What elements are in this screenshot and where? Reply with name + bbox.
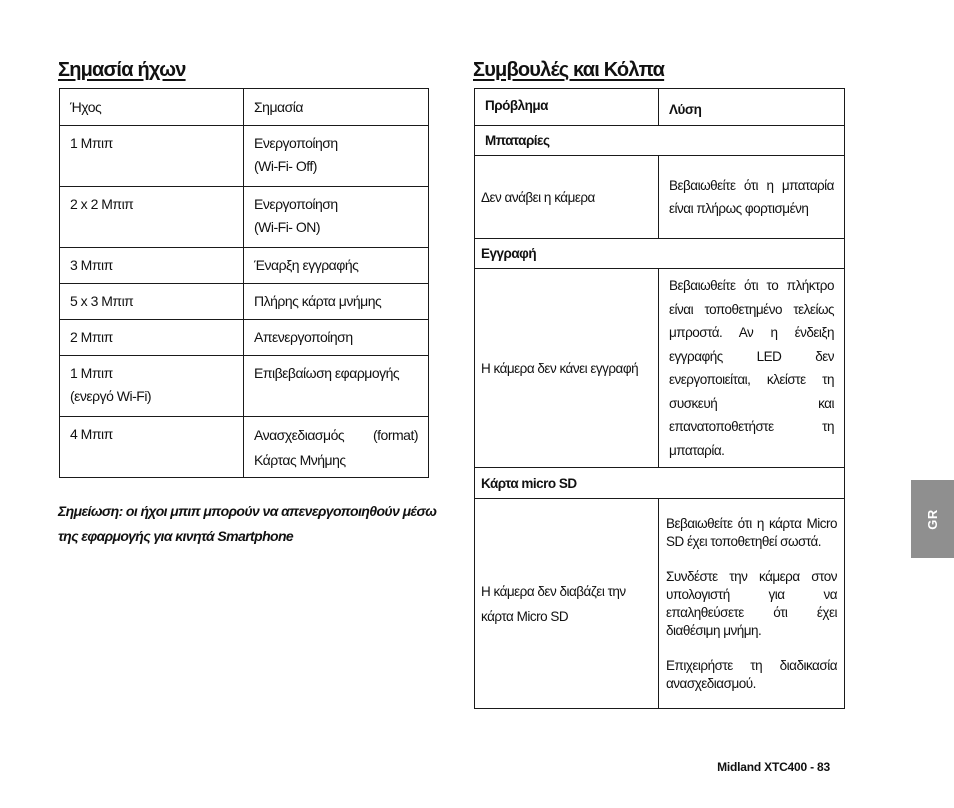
- sound-cell: 4 Μπιπ: [60, 417, 244, 478]
- section-row-sdcard: [475, 468, 845, 499]
- sound-cell: 3 Μπιπ: [60, 248, 244, 284]
- language-tab-label: GR: [925, 508, 940, 530]
- problem-cell: Δεν ανάβει η κάμερα: [475, 156, 659, 239]
- meaning-text: Ενεργοποίηση (Wi-Fi- Off): [254, 135, 338, 174]
- meaning-cell: Πλήρης κάρτα μνήμης: [244, 284, 429, 320]
- meaning-cell: Ανασχεδιασμός (format) Κάρτας Μνήμης: [244, 417, 429, 478]
- sound-cell: 1 Μπιπ: [60, 126, 244, 187]
- sounds-note: Σημείωση: οι ήχοι μπιπ μπορούν να απενεργοποιηθούν μέσω της εφαρμογής για κινητά Smartphone: [58, 503, 437, 544]
- tips-table: [474, 88, 845, 709]
- tips-header-problem: Πρόβλημα: [475, 89, 659, 126]
- tips-header-solution: Λύση: [659, 89, 845, 126]
- solution-paragraph: Συνδέστε την κάμερα στον υπολογιστή για να επαληθεύσετε ότι έχει διαθέσιμη μνήμη.: [666, 568, 837, 638]
- table-row: [60, 187, 429, 248]
- sounds-header-meaning: Σημασία: [244, 89, 429, 126]
- page-footer: Midland XTC400 - 83: [717, 760, 830, 774]
- meaning-cell: [244, 187, 429, 248]
- table-row: [60, 417, 429, 478]
- problem-cell: Η κάμερα δεν διαβάζει την κάρτα Micro SD: [475, 499, 659, 709]
- solution-paragraph: Βεβαιωθείτε ότι η κάρτα Micro SD έχει τοποθετηθεί σωστά.: [666, 515, 837, 549]
- meaning-text: Ενεργοποίηση (Wi-Fi- ON): [254, 196, 338, 235]
- language-tab: [911, 480, 954, 558]
- table-row: [60, 126, 429, 187]
- sound-text: 1 Μπιπ (ενεργό Wi-Fi): [70, 365, 152, 404]
- sounds-header-sound: Ήχος: [60, 89, 244, 126]
- sound-cell: 2 x 2 Μπιπ: [60, 187, 244, 248]
- table-row: [60, 356, 429, 417]
- meaning-cell: Επιβεβαίωση εφαρμογής: [244, 356, 429, 417]
- sounds-table: [59, 88, 429, 478]
- sounds-title: Σημασία ήχων: [58, 59, 186, 81]
- sounds-header-row: [60, 89, 429, 126]
- solution-paragraph: Επιχειρήστε τη διαδικασία ανασχεδιασμού.: [666, 657, 837, 691]
- problem-cell: Η κάμερα δεν κάνει εγγραφή: [475, 269, 659, 468]
- sound-cell: 5 x 3 Μπιπ: [60, 284, 244, 320]
- solution-cell: [659, 499, 845, 709]
- sound-cell: 2 Μπιπ: [60, 320, 244, 356]
- table-row: [475, 499, 845, 709]
- section-title: Μπαταρίες: [475, 126, 845, 156]
- table-row: [475, 156, 845, 239]
- tips-header-row: [475, 89, 845, 126]
- tips-title: Συμβουλές και Κόλπα: [473, 59, 665, 81]
- section-title: Κάρτα micro SD: [475, 468, 845, 499]
- table-row: [60, 284, 429, 320]
- section-row-batteries: [475, 126, 845, 156]
- solution-cell: Βεβαιωθείτε ότι το πλήκτρο είναι τοποθετημένο τελείως μπροστά. Αν η ένδειξη εγγραφής LED δεν ενεργοποιείται, κλείστε τη συσκευή και επανατοποθετήστε τη μπαταρία.: [659, 269, 845, 468]
- section-row-recording: [475, 239, 845, 269]
- table-row: [475, 269, 845, 468]
- meaning-cell: [244, 126, 429, 187]
- sound-cell: [60, 356, 244, 417]
- meaning-cell: Απενεργοποίηση: [244, 320, 429, 356]
- table-row: [60, 320, 429, 356]
- meaning-cell: Έναρξη εγγραφής: [244, 248, 429, 284]
- section-title: Εγγραφή: [475, 239, 845, 269]
- solution-cell: Βεβαιωθείτε ότι η μπαταρία είναι πλήρως φορτισμένη: [659, 156, 845, 239]
- table-row: [60, 248, 429, 284]
